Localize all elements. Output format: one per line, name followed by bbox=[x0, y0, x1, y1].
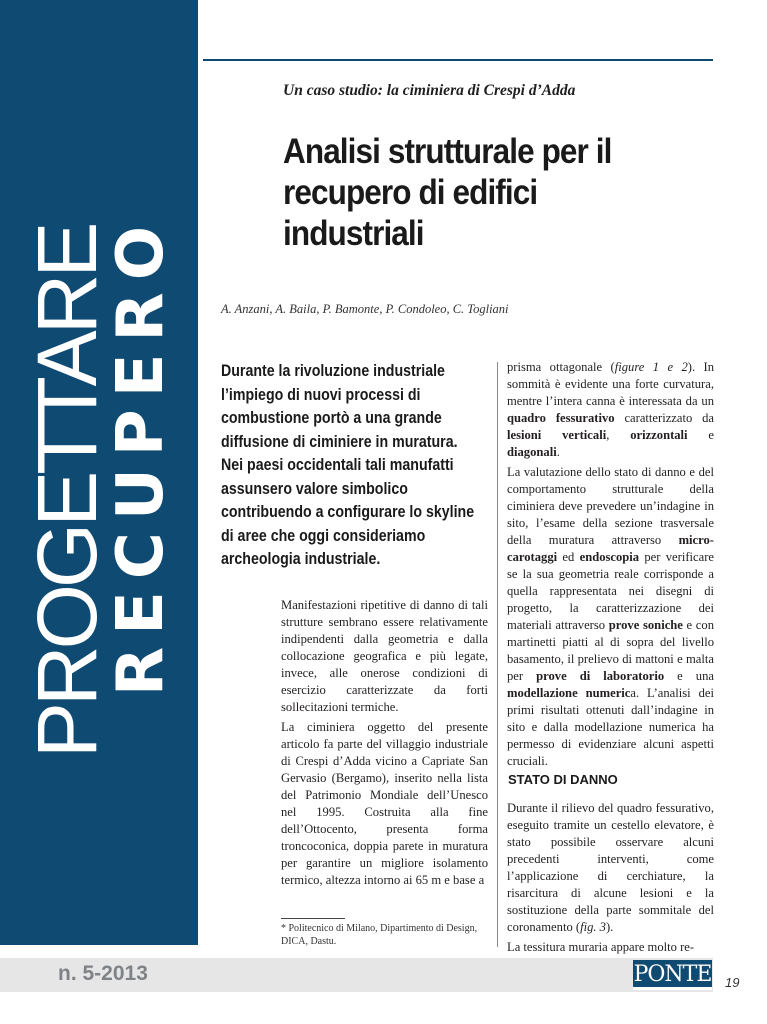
footnote-rule bbox=[281, 918, 345, 919]
sidebar-title-block bbox=[20, 213, 178, 758]
text-column-right-section bbox=[507, 800, 714, 959]
text-column-left bbox=[281, 597, 488, 892]
sidebar-word-recupero: RECUPERO bbox=[104, 213, 178, 696]
body-paragraph: La valutazione dello stato di danno e del comportamento strutturale della ciminiera deve prevedere un’indagine in sito, l’esame della sezione trasversale della muratura attraverso micro-carotaggi ed endoscopia per verificare se la sua geometria reale corrisponde a quella rappresentata nei disegni di progetto, la caratterizzazione dei materiali attraverso prove soniche e con martinetti piatti al di sopra del livello basamento, il prelievo di mattoni e malta per prove di laboratorio e una modellazione numerica. L’analisi dei primi risultati ottenuti dall’indagine in sito e dalla modellazione numerica ha permesso di evidenziare alcuni aspetti cruciali. bbox=[507, 465, 714, 768]
column-divider bbox=[497, 362, 498, 947]
body-paragraph: La ciminiera oggetto del presente articolo fa parte del villaggio industriale di Crespi d’Adda vicino a Capriate San Gervasio (Bergamo), inserito nella lista del Patrimonio Mondiale dell’Unesco nel 1995. Costruita alla fine dell’Ottocento, presenta forma troncoconica, doppia parete in muratura per garantire un migliore isolamento termico, altezza intorno ai 65 m e base a bbox=[281, 720, 488, 887]
body-paragraph: La tessitura muraria appare molto re- bbox=[507, 940, 695, 954]
article-authors: A. Anzani, A. Baila, P. Bamonte, P. Condoleo, C. Togliani bbox=[221, 302, 509, 316]
text-column-right bbox=[507, 359, 714, 773]
article-title: Analisi strutturale per il recupero di edifici industriali bbox=[283, 132, 612, 253]
page-number: 19 bbox=[725, 975, 740, 990]
lead-paragraph: Durante la rivoluzione industriale l’impiego di nuovi processi di combustione portò a una grande diffusione di ciminiere in muratura. Nei paesi occidentali tali manufatti assunsero valore simbolico contribuendo a configurare lo skyline di aree che oggi consideriamo archeologia industriale. bbox=[221, 362, 475, 568]
body-paragraph: Manifestazioni ripetitive di danno di tali strutture sembrano essere relativamente indipendenti dalla geometria e dalla collocazione geografica e più legate, invece, alle onerose condizioni di esercizio caratterizzate da forti sollecitazioni termiche. bbox=[281, 598, 488, 714]
body-paragraph: prisma ottagonale (figure 1 e 2). In sommità è evidente una forte curvatura, mentre l’intera canna è interessata da un quadro fessurativo caratterizzato da lesioni verticali, orizzontali e diagonali. bbox=[507, 360, 714, 459]
article-subtitle: Un caso studio: la ciminiera di Crespi d’Adda bbox=[283, 82, 576, 99]
section-heading: STATO DI DANNO bbox=[508, 772, 618, 787]
issue-number: n. 5-2013 bbox=[58, 962, 148, 985]
footnote: * Politecnico di Milano, Dipartimento di Design, DICA, Dastu. bbox=[281, 923, 478, 947]
sidebar-word-progettare: PROGETTARE bbox=[20, 225, 114, 758]
header-rule bbox=[203, 59, 713, 61]
body-paragraph: Durante il rilievo del quadro fessurativo, eseguito tramite un cestello elevatore, è stato possibile osservare alcuni precedenti interventi, come l’applicazione di cerchiature, la risarcitura di alcune lesioni e la sostituzione della parte sommitale del coronamento (fig. 3). bbox=[507, 801, 714, 934]
ponte-logo: PONTE bbox=[633, 960, 712, 990]
sidebar-banner bbox=[0, 0, 198, 945]
